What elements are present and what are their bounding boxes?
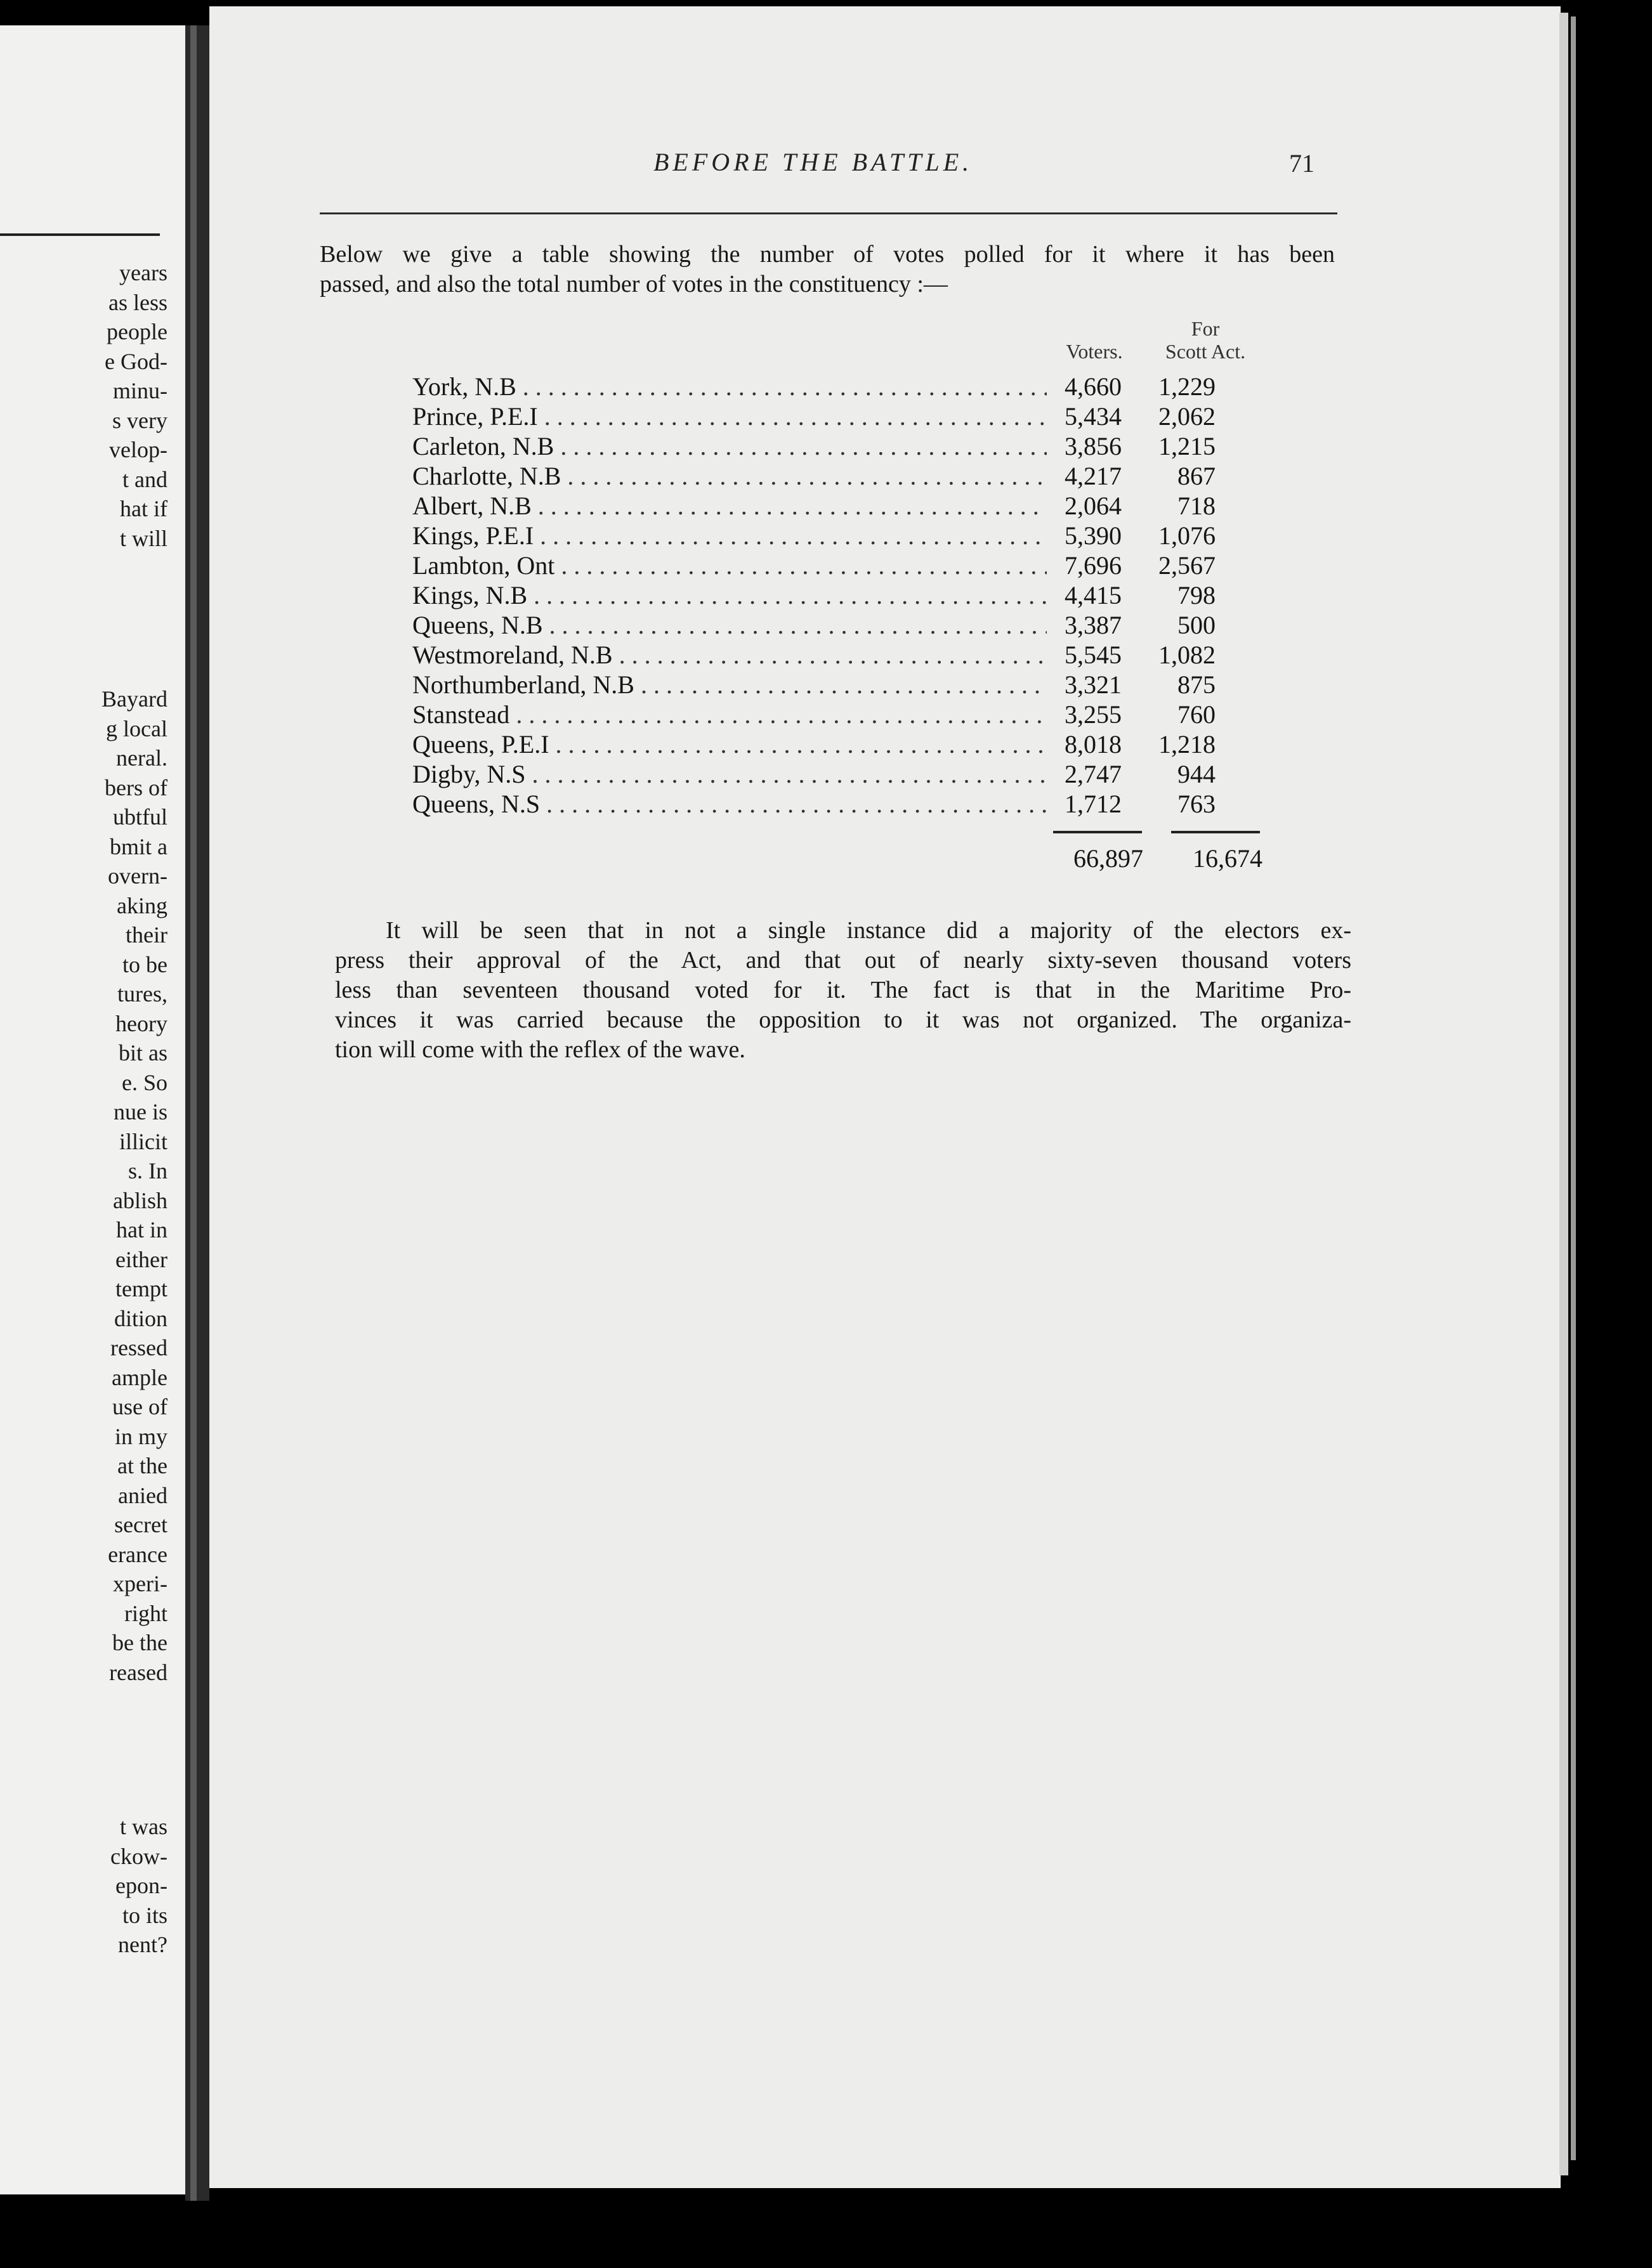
- scott-act-votes: 760: [1177, 700, 1216, 729]
- left-page-line: neral.: [116, 745, 167, 771]
- left-page-line: e God-: [105, 348, 167, 374]
- voters-count: 5,434: [1065, 402, 1122, 431]
- left-page-line: their: [126, 922, 167, 948]
- scott-act-votes: 1,076: [1158, 521, 1216, 550]
- constituency-name: Queens, P.E.I . . .: [412, 729, 1047, 759]
- column-header-scott-line2: Scott Act.: [1165, 340, 1246, 363]
- constituency-name: Northumberland, N.B . . .: [412, 670, 1047, 700]
- constituency-name: York, N.B . . .: [412, 372, 1047, 401]
- voters-count: 1,712: [1065, 790, 1122, 818]
- page-edge-shadow: [1571, 16, 1576, 2160]
- conclusion-paragraph: [335, 916, 1351, 1065]
- scott-act-votes: 763: [1177, 790, 1216, 818]
- running-head: BEFORE THE BATTLE.: [653, 148, 973, 176]
- constituency-name: Queens, N.S . . .: [412, 789, 1047, 819]
- left-page-line: s very: [112, 407, 167, 433]
- scott-act-votes: 798: [1177, 581, 1216, 609]
- left-page-line: ressed: [110, 1335, 167, 1360]
- left-page-line: nent?: [118, 1932, 167, 1957]
- intro-paragraph: [320, 240, 1335, 299]
- table-row: [412, 401, 1269, 431]
- constituency-name: Carleton, N.B . . .: [412, 431, 1047, 461]
- voters-count: 5,390: [1065, 521, 1122, 550]
- intro-line: Below we give a table showing the number of votes polled for it where it has been: [320, 241, 1335, 268]
- left-page-line: reased: [109, 1659, 167, 1685]
- constituency-name: Digby, N.S . . .: [412, 759, 1047, 789]
- table-row: [412, 700, 1269, 729]
- scott-act-votes: 500: [1177, 611, 1216, 639]
- left-page-line: right: [124, 1600, 167, 1626]
- scott-act-votes: 944: [1177, 760, 1216, 788]
- left-page-line: ample: [112, 1364, 167, 1390]
- conclusion-line: It will be seen that in not a single instance did a majority of the electors ex-: [386, 917, 1351, 944]
- constituency-name: Kings, P.E.I . . .: [412, 521, 1047, 551]
- left-page-rule: [0, 233, 160, 236]
- constituency-name: Kings, N.B . . .: [412, 580, 1047, 610]
- scott-act-votes: 718: [1177, 492, 1216, 520]
- voters-count: 8,018: [1065, 730, 1122, 759]
- column-header-scott-line1: For: [1191, 317, 1220, 340]
- left-page-line: hat if: [120, 496, 167, 521]
- table-row: [412, 789, 1269, 819]
- left-facing-page: [0, 25, 185, 2194]
- voters-total-rule: [1053, 831, 1142, 833]
- left-page-line: aking: [117, 892, 167, 918]
- conclusion-line: press their approval of the Act, and that out of nearly sixty-seven thousand voters: [335, 947, 1351, 974]
- column-header-voters: Voters.: [1066, 340, 1123, 363]
- voters-count: 4,415: [1065, 581, 1122, 609]
- left-page-line: erance: [108, 1541, 167, 1567]
- book-gutter: [185, 25, 209, 2201]
- page-edge: [1559, 13, 1568, 2175]
- left-page-line: heory: [115, 1010, 167, 1036]
- voters-count: 5,545: [1065, 641, 1122, 669]
- scott-total-rule: [1171, 831, 1260, 833]
- left-page-line: tures,: [117, 981, 167, 1007]
- table-row: [412, 431, 1269, 461]
- constituency-name: Albert, N.B . . .: [412, 491, 1047, 521]
- scott-act-votes: 2,062: [1158, 402, 1216, 431]
- voters-count: 3,255: [1065, 700, 1122, 729]
- conclusion-line: less than seventeen thousand voted for it. The fact is that in the Maritime Pro-: [335, 977, 1351, 1003]
- scott-total: 16,674: [1193, 844, 1262, 873]
- table-row: [412, 521, 1269, 551]
- left-page-line: t and: [122, 466, 167, 492]
- left-page-line: to its: [122, 1902, 167, 1928]
- constituency-name: Prince, P.E.I . . .: [412, 401, 1047, 431]
- left-page-line: people: [107, 319, 167, 344]
- table-row: [412, 759, 1269, 789]
- scott-act-votes: 867: [1177, 462, 1216, 490]
- scott-act-votes: 2,567: [1158, 551, 1216, 580]
- scott-act-votes: 875: [1177, 670, 1216, 699]
- left-page-line: secret: [114, 1512, 167, 1537]
- voters-count: 3,387: [1065, 611, 1122, 639]
- left-page-line: hat in: [116, 1217, 167, 1242]
- left-page-line: bers of: [105, 774, 167, 800]
- left-page-line: velop-: [109, 437, 167, 462]
- left-page-line: Bayard: [102, 686, 167, 712]
- conclusion-line: tion will come with the reflex of the wave.: [335, 1036, 745, 1063]
- voters-count: 7,696: [1065, 551, 1122, 580]
- left-page-line: anied: [118, 1482, 167, 1508]
- conclusion-line: vinces it was carried because the opposition to it was not organized. The organiza-: [335, 1007, 1351, 1033]
- constituency-name: Lambton, Ont . . .: [412, 551, 1047, 580]
- left-page-line: t was: [120, 1814, 167, 1839]
- left-page-line: either: [115, 1246, 167, 1272]
- table-row: [412, 461, 1269, 491]
- scott-act-votes: 1,218: [1158, 730, 1216, 759]
- left-page-line: xperi-: [113, 1571, 167, 1596]
- page-number: 71: [1289, 149, 1314, 178]
- left-page-line: at the: [117, 1453, 167, 1478]
- left-page-line: g local: [106, 715, 167, 741]
- constituency-name: Stanstead . . .: [412, 700, 1047, 729]
- scott-act-votes: 1,215: [1158, 432, 1216, 460]
- book-gutter-highlight: [190, 25, 197, 2201]
- voters-total: 66,897: [1073, 844, 1143, 873]
- table-row: [412, 551, 1269, 580]
- table-row: [412, 610, 1269, 640]
- left-page-line: in my: [114, 1423, 167, 1449]
- table-row: [412, 491, 1269, 521]
- voters-count: 2,747: [1065, 760, 1122, 788]
- intro-line: passed, and also the total number of votes in the constituency :—: [320, 271, 948, 297]
- left-page-line: dition: [114, 1305, 167, 1331]
- left-page-line: as less: [108, 289, 167, 315]
- scott-act-votes: 1,082: [1158, 641, 1216, 669]
- constituency-name: Queens, N.B . . .: [412, 610, 1047, 640]
- voters-count: 4,217: [1065, 462, 1122, 490]
- voters-count: 2,064: [1065, 492, 1122, 520]
- left-page-line: epon-: [115, 1873, 167, 1898]
- left-page-line: ablish: [113, 1187, 167, 1213]
- left-page-line: s. In: [128, 1158, 167, 1183]
- left-page-line: use of: [112, 1394, 167, 1419]
- table-row: [412, 580, 1269, 610]
- left-page-line: t will: [119, 525, 167, 551]
- left-page-line: to be: [122, 951, 167, 977]
- left-page-line: e. So: [122, 1069, 167, 1095]
- left-page-line: nue is: [114, 1099, 167, 1124]
- header-rule: [320, 212, 1337, 214]
- table-row: [412, 640, 1269, 670]
- left-page-line: minu-: [113, 378, 167, 403]
- voters-count: 3,321: [1065, 670, 1122, 699]
- table-row: [412, 729, 1269, 759]
- right-page: [209, 6, 1561, 2188]
- left-page-line: ubtful: [113, 804, 167, 830]
- scott-act-votes: 1,229: [1158, 372, 1216, 401]
- table-row: [412, 372, 1269, 401]
- left-page-line: tempt: [115, 1276, 167, 1301]
- left-page-line: overn-: [108, 863, 167, 889]
- table-row: [412, 670, 1269, 700]
- constituency-name: Charlotte, N.B . . .: [412, 461, 1047, 491]
- left-page-line: illicit: [119, 1128, 167, 1154]
- voters-count: 4,660: [1065, 372, 1122, 401]
- left-page-line: bmit a: [110, 833, 167, 859]
- constituency-name: Westmoreland, N.B . . .: [412, 640, 1047, 670]
- voters-count: 3,856: [1065, 432, 1122, 460]
- left-page-line: years: [119, 260, 167, 285]
- left-page-line: be the: [112, 1630, 167, 1655]
- left-page-line: ckow-: [110, 1843, 167, 1869]
- left-page-line: bit as: [119, 1040, 167, 1066]
